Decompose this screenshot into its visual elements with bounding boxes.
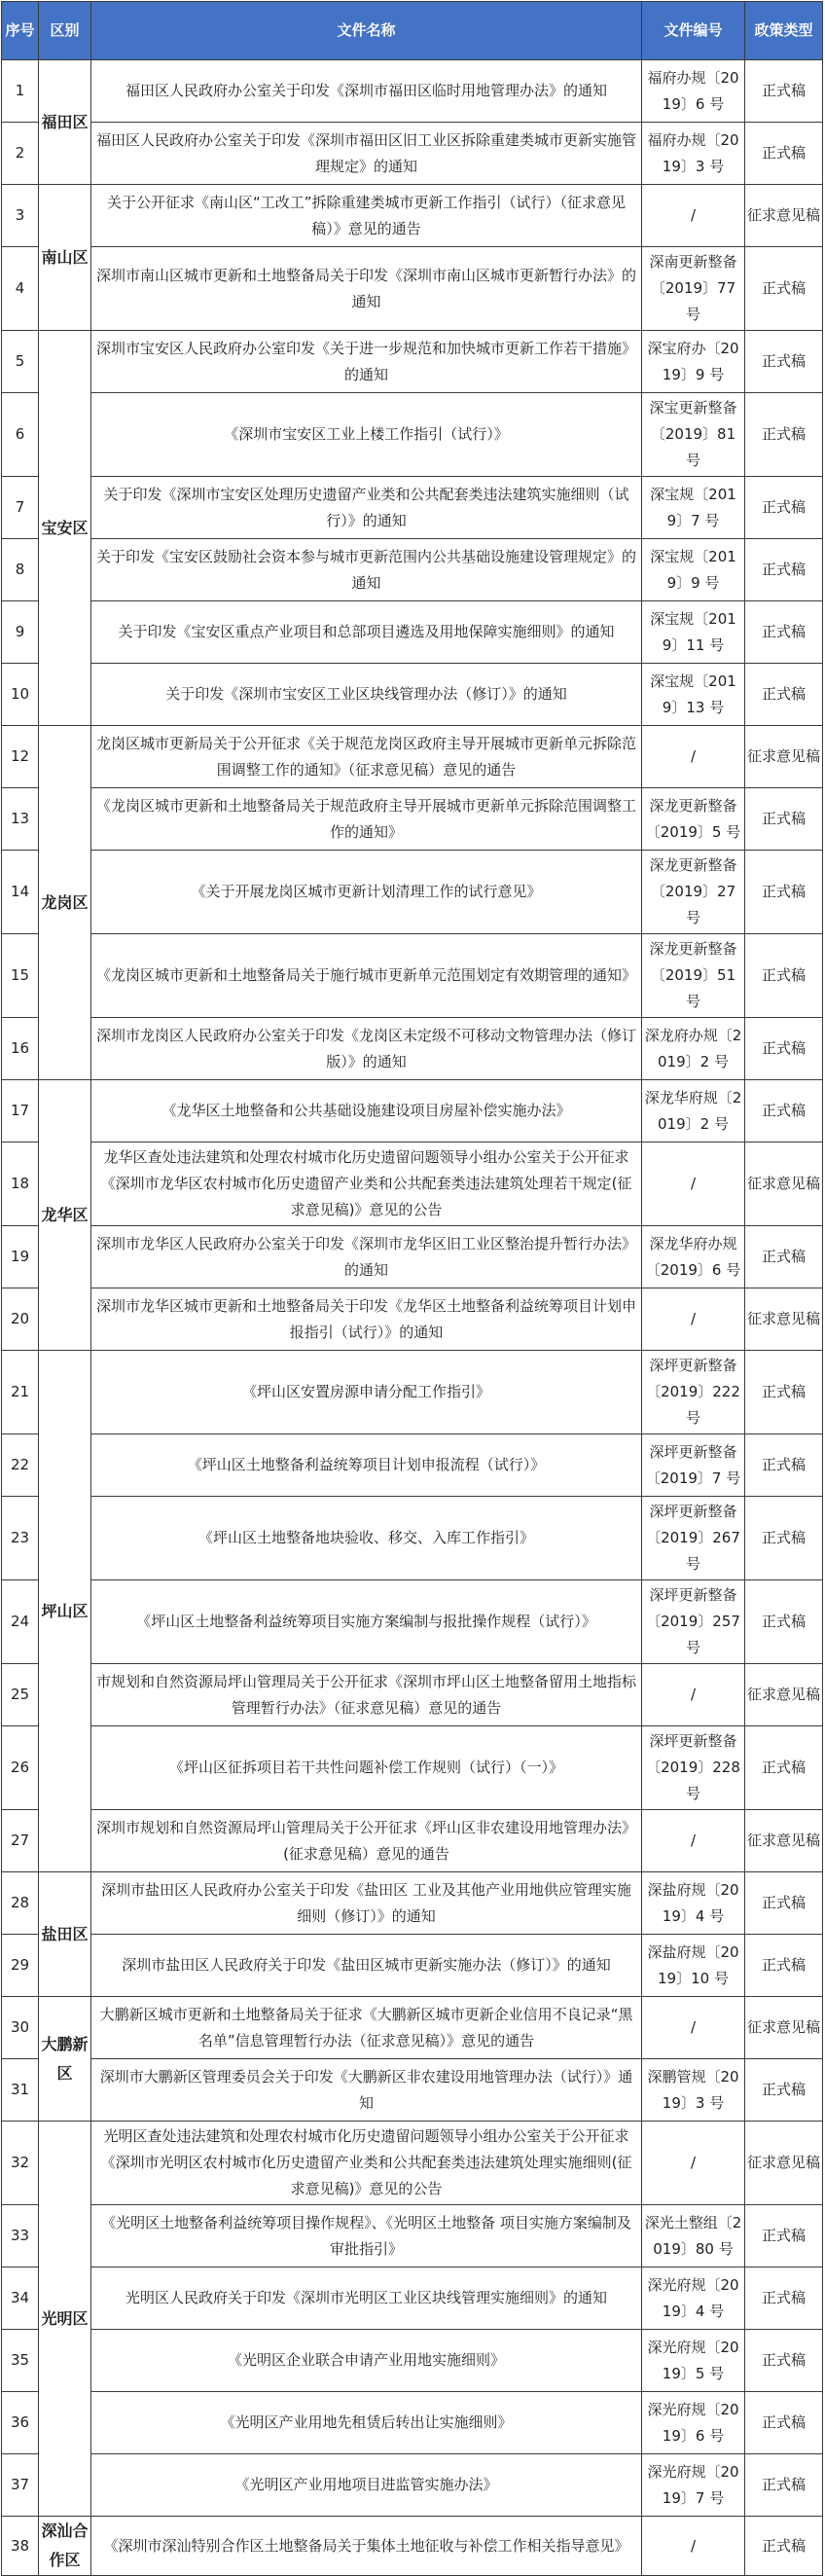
- file-code-cell: 深鹏管规〔2019〕3 号: [642, 2059, 745, 2122]
- file-name-cell: 深圳市规划和自然资源局坪山管理局关于公开征求《坪山区非农建设用地管理办法》(征求意见稿）意见的通告: [91, 1810, 642, 1872]
- file-code-cell: 深宝府办〔2019〕9 号: [642, 331, 745, 393]
- file-name-cell: 《坪山区土地整备地块验收、移交、入库工作指引》: [91, 1497, 642, 1580]
- table-row: [2, 539, 823, 601]
- file-name-cell: 关于印发《宝安区重点产业项目和总部项目遴选及用地保障实施细则》的通知: [91, 601, 642, 664]
- policy-type-cell: 正式稿: [745, 1018, 823, 1080]
- file-code-cell: 深龙更新整备〔2019〕51 号: [642, 934, 745, 1018]
- table-row: [2, 934, 823, 1018]
- district-cell: 宝安区: [39, 331, 91, 726]
- file-name-cell: 《龙岗区城市更新和土地整备局关于施行城市更新单元范围划定有效期管理的通知》: [91, 934, 642, 1018]
- row-seq: 6: [2, 393, 39, 477]
- row-seq: 7: [2, 477, 39, 539]
- file-code-cell: /: [642, 726, 745, 788]
- policy-type-cell: 征求意见稿: [745, 1997, 823, 2059]
- file-code-cell: 深光府规〔2019〕7 号: [642, 2454, 745, 2517]
- file-code-cell: 深光土整组〔2019〕80 号: [642, 2205, 745, 2268]
- row-seq: 4: [2, 247, 39, 331]
- table-row: [2, 2392, 823, 2454]
- row-seq: 28: [2, 1872, 39, 1935]
- table-row: [2, 185, 823, 247]
- file-code-cell: /: [642, 185, 745, 247]
- file-name-cell: 福田区人民政府办公室关于印发《深圳市福田区临时用地管理办法》的通知: [91, 60, 642, 123]
- policy-document-table: [1, 1, 823, 2576]
- header-seq: 序号: [2, 2, 39, 60]
- row-seq: 2: [2, 123, 39, 185]
- policy-type-cell: 征求意见稿: [745, 1288, 823, 1351]
- table-row: [2, 851, 823, 934]
- file-name-cell: 市规划和自然资源局坪山管理局关于公开征求《深圳市坪山区土地整备留用土地指标管理暂行办法》（征求意见稿）意见的通告: [91, 1664, 642, 1726]
- table-row: [2, 123, 823, 185]
- file-name-cell: 《光明区产业用地先租赁后转出让实施细则》: [91, 2392, 642, 2454]
- file-code-cell: 深龙更新整备〔2019〕5 号: [642, 788, 745, 851]
- row-seq: 9: [2, 601, 39, 664]
- row-seq: 27: [2, 1810, 39, 1872]
- file-code-cell: /: [642, 2517, 745, 2576]
- policy-type-cell: 正式稿: [745, 2330, 823, 2392]
- policy-type-cell: 正式稿: [745, 851, 823, 934]
- file-name-cell: 深圳市南山区城市更新和土地整备局关于印发《深圳市南山区城市更新暂行办法》的通知: [91, 247, 642, 331]
- table-row: [2, 477, 823, 539]
- row-seq: 33: [2, 2205, 39, 2268]
- table-row: [2, 1351, 823, 1434]
- file-code-cell: 深盐府规〔2019〕4 号: [642, 1872, 745, 1935]
- file-name-cell: 《龙华区土地整备和公共基础设施建设项目房屋补偿实施办法》: [91, 1080, 642, 1143]
- table-row: [2, 331, 823, 393]
- file-code-cell: /: [642, 1810, 745, 1872]
- file-name-cell: 《龙岗区城市更新和土地整备局关于规范政府主导开展城市更新单元拆除范围调整工作的通知》: [91, 788, 642, 851]
- policy-type-cell: 正式稿: [745, 1935, 823, 1997]
- file-code-cell: 深坪更新整备〔2019〕7 号: [642, 1434, 745, 1497]
- row-seq: 20: [2, 1288, 39, 1351]
- file-name-cell: 《深圳市深汕特别合作区土地整备局关于集体土地征收与补偿工作相关指导意见》: [91, 2517, 642, 2576]
- policy-type-cell: 征求意见稿: [745, 1664, 823, 1726]
- row-seq: 35: [2, 2330, 39, 2392]
- policy-type-cell: 正式稿: [745, 1226, 823, 1288]
- file-name-cell: 光明区人民政府关于印发《深圳市光明区工业区块线管理实施细则》的通知: [91, 2268, 642, 2330]
- file-code-cell: 深龙府办规〔2019〕2 号: [642, 1018, 745, 1080]
- file-code-cell: /: [642, 2122, 745, 2205]
- file-code-cell: 深光府规〔2019〕4 号: [642, 2268, 745, 2330]
- policy-type-cell: 正式稿: [745, 1497, 823, 1580]
- file-name-cell: 龙岗区城市更新局关于公开征求《关于规范龙岗区政府主导开展城市更新单元拆除范围调整工作的通知》（征求意见稿）意见的通告: [91, 726, 642, 788]
- file-name-cell: 《坪山区安置房源申请分配工作指引》: [91, 1351, 642, 1434]
- row-seq: 24: [2, 1580, 39, 1664]
- row-seq: 18: [2, 1143, 39, 1226]
- table-row: [2, 664, 823, 726]
- file-name-cell: 深圳市盐田区人民政府办公室关于印发《盐田区 工业及其他产业用地供应管理实施 细则（修订）》的通知: [91, 1872, 642, 1935]
- table-row: [2, 2330, 823, 2392]
- policy-type-cell: 正式稿: [745, 664, 823, 726]
- table-row: [2, 1143, 823, 1226]
- file-name-cell: 深圳市大鹏新区管理委员会关于印发《大鹏新区非农建设用地管理办法（试行）》通知: [91, 2059, 642, 2122]
- table-row: [2, 1872, 823, 1935]
- row-seq: 15: [2, 934, 39, 1018]
- file-code-cell: 深宝规〔2019〕9 号: [642, 539, 745, 601]
- file-code-cell: 福府办规〔2019〕3 号: [642, 123, 745, 185]
- file-name-cell: 福田区人民政府办公室关于印发《深圳市福田区旧工业区拆除重建类城市更新实施管理规定》的通知: [91, 123, 642, 185]
- file-name-cell: 光明区查处违法建筑和处理农村城市化历史遗留问题领导小组办公室关于公开征求《深圳市光明区农村城市化历史遗留产业类和公共配套类违法建筑处理实施细则(征求意见稿)》意见的公告: [91, 2122, 642, 2205]
- table-row: [2, 1664, 823, 1726]
- header-district: 区别: [39, 2, 91, 60]
- table-row: [2, 1226, 823, 1288]
- file-name-cell: 大鹏新区城市更新和土地整备局关于征求《大鹏新区城市更新企业信用不良记录“黑名单”信息管理暂行办法（征求意见稿）》意见的通告: [91, 1997, 642, 2059]
- policy-type-cell: 正式稿: [745, 1872, 823, 1935]
- policy-type-cell: 正式稿: [745, 1726, 823, 1810]
- row-seq: 19: [2, 1226, 39, 1288]
- district-cell: 坪山区: [39, 1351, 91, 1872]
- district-cell: 龙岗区: [39, 726, 91, 1080]
- row-seq: 14: [2, 851, 39, 934]
- policy-type-cell: 正式稿: [745, 2392, 823, 2454]
- policy-type-cell: 正式稿: [745, 1080, 823, 1143]
- row-seq: 17: [2, 1080, 39, 1143]
- file-code-cell: 深光府规〔2019〕6 号: [642, 2392, 745, 2454]
- file-name-cell: 关于印发《深圳市宝安区工业区块线管理办法（修订）》的通知: [91, 664, 642, 726]
- file-name-cell: 深圳市龙岗区人民政府办公室关于印发《龙岗区未定级不可移动文物管理办法（修订版）》的通知: [91, 1018, 642, 1080]
- file-name-cell: 《光明区土地整备利益统筹项目操作规程》、《光明区土地整备 项目实施方案编制及审批指引》: [91, 2205, 642, 2268]
- policy-type-cell: 正式稿: [745, 247, 823, 331]
- policy-type-cell: 征求意见稿: [745, 726, 823, 788]
- policy-type-cell: 征求意见稿: [745, 185, 823, 247]
- file-code-cell: /: [642, 1664, 745, 1726]
- table-row: [2, 1997, 823, 2059]
- row-seq: 36: [2, 2392, 39, 2454]
- district-cell: 龙华区: [39, 1080, 91, 1351]
- file-name-cell: 关于印发《宝安区鼓励社会资本参与城市更新范围内公共基础设施建设管理规定》的通知: [91, 539, 642, 601]
- policy-type-cell: 正式稿: [745, 2517, 823, 2576]
- row-seq: 23: [2, 1497, 39, 1580]
- file-code-cell: 深光府规〔2019〕5 号: [642, 2330, 745, 2392]
- policy-type-cell: 正式稿: [745, 2059, 823, 2122]
- table-row: [2, 1288, 823, 1351]
- row-seq: 30: [2, 1997, 39, 2059]
- file-name-cell: 《光明区产业用地项目进监管实施办法》: [91, 2454, 642, 2517]
- table-row: [2, 1726, 823, 1810]
- district-cell: 盐田区: [39, 1872, 91, 1997]
- table-row: [2, 2059, 823, 2122]
- table-row: [2, 1080, 823, 1143]
- policy-type-cell: 正式稿: [745, 601, 823, 664]
- district-cell: 福田区: [39, 60, 91, 185]
- policy-type-cell: 正式稿: [745, 788, 823, 851]
- table-row: [2, 2205, 823, 2268]
- header-file-name: 文件名称: [91, 2, 642, 60]
- table-row: [2, 601, 823, 664]
- file-code-cell: 深坪更新整备〔2019〕222 号: [642, 1351, 745, 1434]
- table-row: [2, 1018, 823, 1080]
- table-row: [2, 1810, 823, 1872]
- header-file-code: 文件编号: [642, 2, 745, 60]
- file-code-cell: /: [642, 1143, 745, 1226]
- policy-type-cell: 正式稿: [745, 2205, 823, 2268]
- file-code-cell: /: [642, 1997, 745, 2059]
- row-seq: 31: [2, 2059, 39, 2122]
- file-name-cell: 《坪山区土地整备利益统筹项目实施方案编制与报批操作规程（试行）》: [91, 1580, 642, 1664]
- row-seq: 26: [2, 1726, 39, 1810]
- table-row: [2, 1434, 823, 1497]
- file-name-cell: 深圳市宝安区人民政府办公室印发《关于进一步规范和加快城市更新工作若干措施》的通知: [91, 331, 642, 393]
- row-seq: 1: [2, 60, 39, 123]
- policy-type-cell: 征求意见稿: [745, 1810, 823, 1872]
- table-row: [2, 1935, 823, 1997]
- file-code-cell: 深坪更新整备〔2019〕228 号: [642, 1726, 745, 1810]
- file-name-cell: 《坪山区征拆项目若干共性问题补偿工作规则（试行）（一）》: [91, 1726, 642, 1810]
- file-code-cell: 深坪更新整备〔2019〕267 号: [642, 1497, 745, 1580]
- file-name-cell: 《深圳市宝安区工业上楼工作指引（试行）》: [91, 393, 642, 477]
- row-seq: 29: [2, 1935, 39, 1997]
- row-seq: 37: [2, 2454, 39, 2517]
- file-code-cell: 深坪更新整备〔2019〕257 号: [642, 1580, 745, 1664]
- file-name-cell: 龙华区查处违法建筑和处理农村城市化历史遗留问题领导小组办公室关于公开征求《深圳市龙华区农村城市化历史遗留产业类和公共配套类违法建筑处理若干规定(征求意见稿)》意见的公告: [91, 1143, 642, 1226]
- table-row: [2, 2122, 823, 2205]
- district-cell: 南山区: [39, 185, 91, 331]
- row-seq: 13: [2, 788, 39, 851]
- row-seq: 22: [2, 1434, 39, 1497]
- row-seq: 38: [2, 2517, 39, 2576]
- policy-type-cell: 征求意见稿: [745, 1143, 823, 1226]
- policy-type-cell: 正式稿: [745, 934, 823, 1018]
- policy-type-cell: 征求意见稿: [745, 2122, 823, 2205]
- file-name-cell: 深圳市龙华区人民政府办公室关于印发《深圳市龙华区旧工业区整治提升暂行办法》的通知: [91, 1226, 642, 1288]
- row-seq: 10: [2, 664, 39, 726]
- row-seq: 5: [2, 331, 39, 393]
- row-seq: 3: [2, 185, 39, 247]
- table-row: [2, 1580, 823, 1664]
- file-code-cell: 深宝规〔2019〕11 号: [642, 601, 745, 664]
- policy-type-cell: 正式稿: [745, 60, 823, 123]
- file-name-cell: 《光明区企业联合申请产业用地实施细则》: [91, 2330, 642, 2392]
- table-row: [2, 2268, 823, 2330]
- file-code-cell: 深宝更新整备〔2019〕81 号: [642, 393, 745, 477]
- policy-type-cell: 正式稿: [745, 1351, 823, 1434]
- file-name-cell: 深圳市盐田区人民政府关于印发《盐田区城市更新实施办法（修订）》的通知: [91, 1935, 642, 1997]
- file-code-cell: 深盐府规〔2019〕10 号: [642, 1935, 745, 1997]
- table-row: [2, 726, 823, 788]
- policy-type-cell: 正式稿: [745, 1580, 823, 1664]
- district-cell: 光明区: [39, 2122, 91, 2517]
- file-code-cell: 福府办规〔2019〕6 号: [642, 60, 745, 123]
- file-name-cell: 关于公开征求《南山区“工改工”拆除重建类城市更新工作指引（试行）（征求意见稿）》意见的通告: [91, 185, 642, 247]
- file-name-cell: 《关于开展龙岗区城市更新计划清理工作的试行意见》: [91, 851, 642, 934]
- policy-type-cell: 正式稿: [745, 2454, 823, 2517]
- header-policy-type: 政策类型: [745, 2, 823, 60]
- file-code-cell: 深宝规〔2019〕7 号: [642, 477, 745, 539]
- district-cell: 深汕合作区: [39, 2517, 91, 2576]
- row-seq: 25: [2, 1664, 39, 1726]
- district-cell: 大鹏新区: [39, 1997, 91, 2122]
- table-body: [2, 60, 823, 2576]
- policy-type-cell: 正式稿: [745, 331, 823, 393]
- table-row: [2, 393, 823, 477]
- row-seq: 21: [2, 1351, 39, 1434]
- file-code-cell: 深龙更新整备〔2019〕27 号: [642, 851, 745, 934]
- file-code-cell: 深南更新整备〔2019〕77 号: [642, 247, 745, 331]
- file-name-cell: 关于印发《深圳市宝安区处理历史遗留产业类和公共配套类违法建筑实施细则（试行）》的通知: [91, 477, 642, 539]
- file-code-cell: 深宝规〔2019〕13 号: [642, 664, 745, 726]
- table-row: [2, 788, 823, 851]
- table-row: [2, 247, 823, 331]
- table-row: [2, 2454, 823, 2517]
- policy-type-cell: 正式稿: [745, 1434, 823, 1497]
- policy-type-cell: 正式稿: [745, 123, 823, 185]
- file-code-cell: 深龙华府办规〔2019〕6 号: [642, 1226, 745, 1288]
- row-seq: 16: [2, 1018, 39, 1080]
- table-row: [2, 2517, 823, 2576]
- row-seq: 8: [2, 539, 39, 601]
- policy-type-cell: 正式稿: [745, 393, 823, 477]
- policy-type-cell: 正式稿: [745, 477, 823, 539]
- file-code-cell: 深龙华府规〔2019〕2 号: [642, 1080, 745, 1143]
- row-seq: 12: [2, 726, 39, 788]
- policy-type-cell: 正式稿: [745, 539, 823, 601]
- file-code-cell: /: [642, 1288, 745, 1351]
- table-header-row: [2, 2, 823, 60]
- table-row: [2, 60, 823, 123]
- row-seq: 34: [2, 2268, 39, 2330]
- table-row: [2, 1497, 823, 1580]
- file-name-cell: 深圳市龙华区城市更新和土地整备局关于印发《龙华区土地整备利益统筹项目计划申报指引（试行）》的通知: [91, 1288, 642, 1351]
- row-seq: 32: [2, 2122, 39, 2205]
- policy-type-cell: 正式稿: [745, 2268, 823, 2330]
- file-name-cell: 《坪山区土地整备利益统筹项目计划申报流程（试行）》: [91, 1434, 642, 1497]
